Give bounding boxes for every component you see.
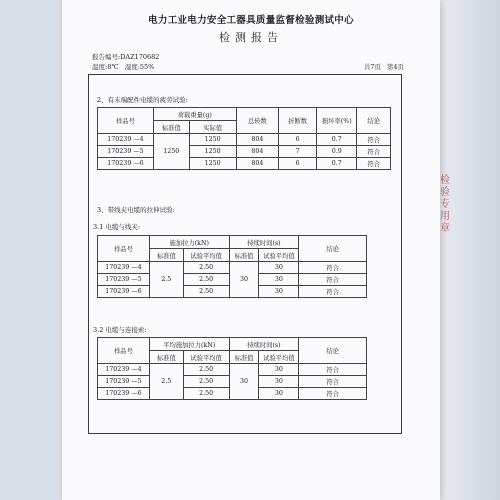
header-duration: 持续时间(s) — [229, 338, 299, 351]
clamp-tensile-table — [97, 235, 367, 298]
section3-2-title: 3.2 电缆与连接索: — [93, 326, 147, 334]
org-title: 电力工业电力安全工器具质量监督检验测试中心 — [148, 15, 354, 26]
table-row: 170239 —6 2.50 30 符合 — [98, 388, 367, 400]
table-row: 170239 —4 2.5 2.50 30 30 符合 — [98, 364, 367, 376]
conditions: 温度:8℃ 湿度:55% — [92, 63, 155, 71]
std-value: 1250 — [153, 134, 189, 170]
table-row: 170239 —4 2.5 2.50 30 30 符合 — [98, 262, 367, 274]
header-avg: 试验平均值 — [183, 249, 229, 262]
header-conclusion: 结论 — [299, 236, 367, 262]
header-sample: 样品号 — [98, 108, 154, 134]
header-sample: 样品号 — [98, 338, 150, 364]
header-force: 平均施加拉力(kN) — [149, 338, 229, 351]
section3-1-title: 3.1 电缆与线夹: — [93, 223, 141, 231]
header-actual: 实际值 — [189, 121, 236, 134]
report-title: 检测报告 — [219, 31, 283, 44]
header-duration: 持续时间(s) — [229, 236, 299, 249]
std-value: 2.5 — [149, 364, 183, 400]
header-force: 施加拉力(kN) — [149, 236, 229, 249]
header-std: 标准值 — [229, 351, 259, 364]
table-row: 170239 —4 1250 1250 804 6 0.7 符合 — [98, 134, 391, 146]
page-indicator: 共7页 第4页 — [363, 63, 404, 71]
fatigue-test-table — [97, 107, 391, 170]
header-std: 标准值 — [149, 351, 183, 364]
header-bends: 折断数 — [279, 108, 317, 134]
section2-title: 2、有末端配件电缆的疲劳试验: — [97, 96, 188, 104]
header-std: 标准值 — [153, 121, 189, 134]
header-damage: 损坏率(%) — [317, 108, 357, 134]
duration-std: 30 — [229, 262, 259, 298]
header-conclusion: 结论 — [357, 108, 391, 134]
table-row: 170239 —5 2.50 30 符合 — [98, 376, 367, 388]
duration-std: 30 — [229, 364, 259, 400]
table-row: 170239 —6 2.50 30 符合 — [98, 286, 367, 298]
header-sample: 样品号 — [98, 236, 150, 262]
header-std: 标准值 — [229, 249, 259, 262]
report-number: 报告编号:DAZ170682 — [92, 53, 160, 61]
table-row: 170239 —5 2.50 30 符合 — [98, 274, 367, 286]
header-avg: 试验平均值 — [259, 249, 299, 262]
content-frame — [88, 74, 402, 434]
red-seal-stamp: 检验专用章 — [440, 175, 450, 234]
table-row: 170239 —6 1250 804 6 0.7 符合 — [98, 158, 391, 170]
table-row: 170239 —5 1250 804 7 0.9 符合 — [98, 146, 391, 158]
cord-tensile-table — [97, 337, 367, 400]
header-load: 荷载重量(g) — [153, 108, 236, 121]
header-avg: 试验平均值 — [259, 351, 299, 364]
header-avg: 试验平均值 — [183, 351, 229, 364]
std-value: 2.5 — [149, 262, 183, 298]
header-conclusion: 结论 — [299, 338, 367, 364]
header-cycles: 总转数 — [236, 108, 278, 134]
section3-title: 3、带线夹电缆的拉伸试验: — [97, 206, 175, 214]
header-std: 标准值 — [149, 249, 183, 262]
report-page — [62, 0, 440, 500]
